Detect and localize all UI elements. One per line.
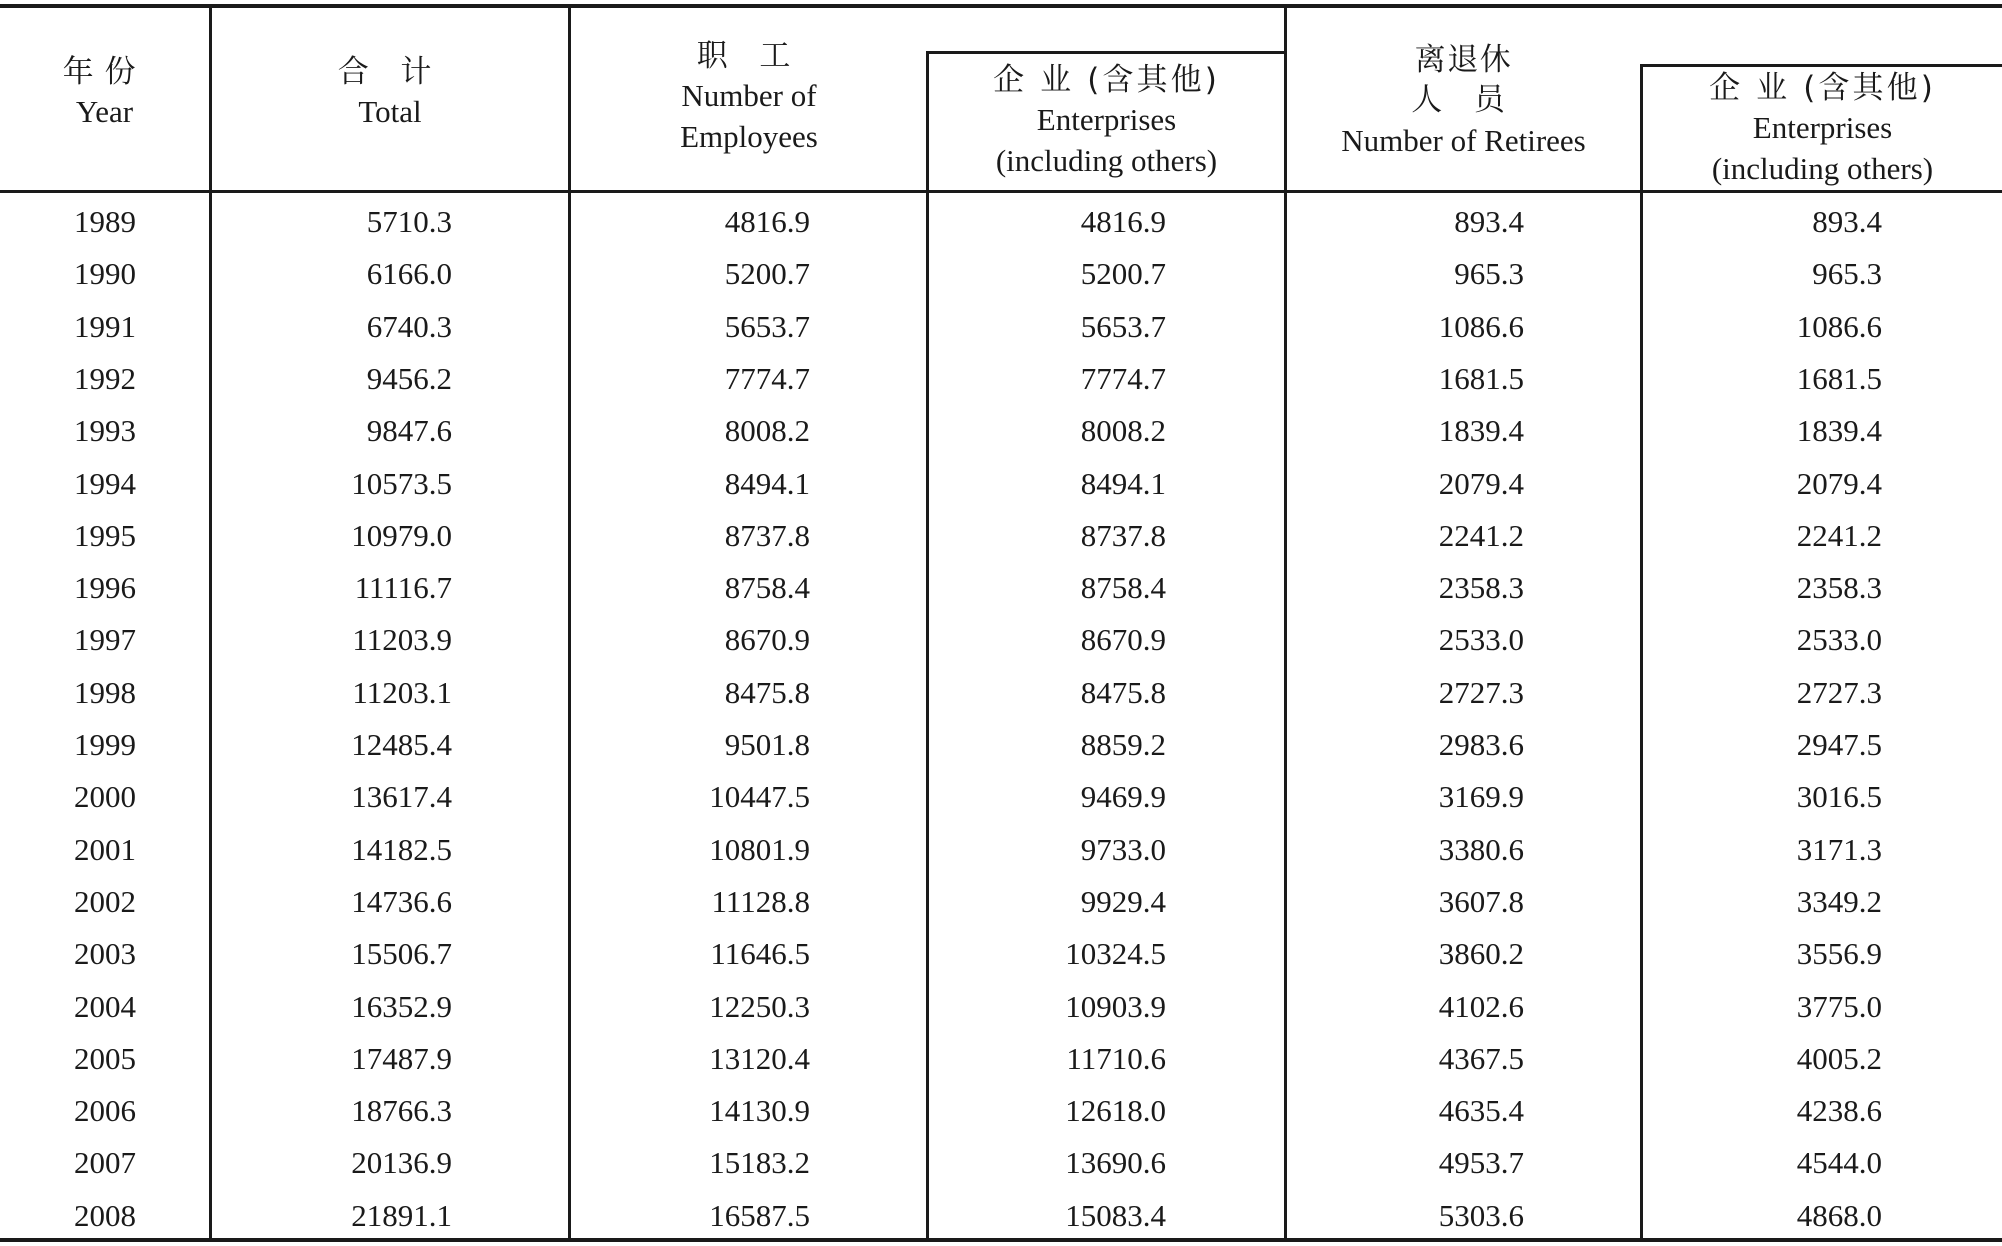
cell-year: 2005 — [74, 1040, 136, 1076]
cell-employees: 9501.8 — [724, 727, 810, 762]
cell-year: 2004 — [74, 988, 136, 1024]
cell-employees: 8494.1 — [724, 465, 810, 501]
cell-total: 15506.7 — [351, 936, 452, 972]
cell-retiree-enterprises: 2727.3 — [1796, 674, 1882, 710]
cell-employee-enterprises: 13690.6 — [1065, 1145, 1166, 1181]
cell-employee-enterprises: 8758.4 — [1080, 570, 1166, 606]
table-row — [0, 1033, 2002, 1085]
cell-employee-enterprises: 8670.9 — [1080, 622, 1166, 658]
table-row — [0, 928, 2002, 980]
cell-employees: 15183.2 — [709, 1145, 810, 1181]
cell-retiree-enterprises: 2533.0 — [1796, 622, 1882, 658]
cell-employees: 8758.4 — [724, 570, 810, 606]
cell-year: 2000 — [74, 779, 136, 815]
cell-total: 14736.6 — [351, 883, 452, 919]
cell-retirees: 2079.4 — [1438, 465, 1524, 501]
header-employee-enterprises-en1: Enterprises — [1036, 102, 1177, 138]
cell-employees: 16587.5 — [709, 1197, 810, 1233]
cell-employee-enterprises: 8475.8 — [1080, 674, 1166, 710]
cell-total: 13617.4 — [351, 779, 452, 815]
table-row — [0, 876, 2002, 928]
cell-year: 1996 — [74, 570, 136, 606]
cell-year: 1989 — [74, 204, 136, 239]
cell-retiree-enterprises: 2947.5 — [1796, 727, 1882, 762]
table-row — [0, 667, 2002, 719]
header-retirees-zh1: 离退休 — [1414, 42, 1513, 78]
cell-year: 1998 — [74, 674, 136, 710]
subheader-rule-retirees — [1642, 64, 2002, 67]
cell-employees: 8737.8 — [724, 517, 810, 553]
header-retiree-enterprises-en1: Enterprises — [1752, 110, 1893, 146]
cell-employees: 4816.9 — [724, 204, 810, 239]
cell-employee-enterprises: 9929.4 — [1080, 883, 1166, 919]
cell-total: 5710.3 — [366, 204, 452, 239]
cell-total: 9456.2 — [366, 360, 452, 396]
cell-employees: 5200.7 — [724, 256, 810, 292]
cell-total: 10573.5 — [351, 465, 452, 501]
table-row — [0, 458, 2002, 510]
cell-retiree-enterprises: 3349.2 — [1796, 883, 1882, 919]
cell-total: 10979.0 — [351, 517, 452, 553]
cell-total: 11203.1 — [352, 674, 452, 710]
cell-year: 2006 — [74, 1093, 136, 1129]
header-total-en: Total — [358, 94, 422, 130]
cell-employees: 11646.5 — [710, 936, 810, 972]
cell-year: 2002 — [74, 883, 136, 919]
cell-employees: 13120.4 — [709, 1040, 810, 1076]
cell-total: 11116.7 — [354, 570, 452, 606]
header-employee-enterprises-zh: 企 业 (含其他) — [993, 62, 1220, 98]
table-row — [0, 196, 2002, 248]
cell-employee-enterprises: 12618.0 — [1065, 1093, 1166, 1129]
table-row — [0, 771, 2002, 823]
cell-retirees: 2727.3 — [1438, 674, 1524, 710]
cell-retirees: 4635.4 — [1438, 1093, 1524, 1129]
cell-retiree-enterprises: 2241.2 — [1796, 517, 1882, 553]
cell-year: 2001 — [74, 831, 136, 867]
cell-retiree-enterprises: 3171.3 — [1796, 831, 1882, 867]
cell-year: 1999 — [74, 727, 136, 762]
header-employees — [571, 36, 927, 157]
cell-total: 6166.0 — [366, 256, 452, 292]
cell-employees: 14130.9 — [709, 1093, 810, 1129]
cell-year: 1991 — [74, 308, 136, 344]
cell-employees: 10801.9 — [709, 831, 810, 867]
cell-retirees: 4102.6 — [1438, 988, 1524, 1024]
cell-year: 1994 — [74, 465, 136, 501]
cell-retirees: 3169.9 — [1438, 779, 1524, 815]
cell-retirees: 1839.4 — [1438, 413, 1524, 449]
cell-employees: 8008.2 — [724, 413, 810, 449]
header-year — [0, 52, 209, 133]
table-row — [0, 614, 2002, 666]
cell-retirees: 3860.2 — [1438, 936, 1524, 972]
table-row — [0, 1190, 2002, 1242]
header-retirees-zh2: 人 员 — [1411, 82, 1516, 119]
cell-retirees: 1086.6 — [1438, 308, 1524, 344]
header-employees-zh: 职 工 — [696, 38, 802, 74]
cell-employees: 5653.7 — [724, 308, 810, 344]
cell-retirees: 2241.2 — [1438, 517, 1524, 553]
cell-retiree-enterprises: 1086.6 — [1796, 308, 1882, 344]
cell-total: 14182.5 — [351, 831, 452, 867]
header-total — [212, 52, 568, 133]
cell-retiree-enterprises: 3016.5 — [1796, 779, 1882, 815]
cell-retirees: 3380.6 — [1438, 831, 1524, 867]
cell-retiree-enterprises: 1839.4 — [1796, 413, 1882, 449]
cell-employee-enterprises: 8859.2 — [1080, 727, 1166, 762]
header-retirees — [1287, 40, 1640, 161]
cell-retiree-enterprises: 4868.0 — [1796, 1197, 1882, 1233]
header-employees-en1: Number of — [681, 78, 817, 114]
table-row — [0, 353, 2002, 405]
cell-employee-enterprises: 5653.7 — [1080, 308, 1166, 344]
cell-employees: 8670.9 — [724, 622, 810, 658]
table-top-rule — [0, 4, 2002, 8]
cell-total: 17487.9 — [351, 1040, 452, 1076]
cell-employee-enterprises: 7774.7 — [1080, 360, 1166, 396]
cell-total: 12485.4 — [351, 727, 452, 762]
cell-year: 2007 — [74, 1145, 136, 1181]
cell-total: 21891.1 — [351, 1197, 452, 1233]
cell-employees: 7774.7 — [724, 360, 810, 396]
header-retiree-enterprises — [1643, 68, 2002, 189]
cell-employees: 10447.5 — [709, 779, 810, 815]
cell-retirees: 5303.6 — [1438, 1197, 1524, 1233]
cell-retiree-enterprises: 4544.0 — [1796, 1145, 1882, 1181]
table-row — [0, 824, 2002, 876]
cell-retirees: 2358.3 — [1438, 570, 1524, 606]
cell-employee-enterprises: 4816.9 — [1080, 204, 1166, 239]
cell-retiree-enterprises: 2358.3 — [1796, 570, 1882, 606]
cell-year: 2003 — [74, 936, 136, 972]
cell-retirees: 965.3 — [1454, 256, 1524, 292]
header-retirees-en: Number of Retirees — [1341, 122, 1586, 158]
header-employee-enterprises-en2: (including others) — [995, 142, 1218, 178]
cell-employee-enterprises: 10903.9 — [1065, 988, 1166, 1024]
header-employees-en2: Employees — [680, 118, 818, 154]
cell-retirees: 2983.6 — [1438, 727, 1524, 762]
table-row — [0, 719, 2002, 771]
header-bottom-rule — [0, 190, 2002, 193]
cell-employee-enterprises: 8737.8 — [1080, 517, 1166, 553]
cell-retiree-enterprises: 965.3 — [1812, 256, 1882, 292]
cell-total: 16352.9 — [351, 988, 452, 1024]
cell-total: 20136.9 — [351, 1145, 452, 1181]
table-row — [0, 562, 2002, 614]
cell-employee-enterprises: 5200.7 — [1080, 256, 1166, 292]
table-row — [0, 981, 2002, 1033]
cell-employees: 8475.8 — [724, 674, 810, 710]
cell-retiree-enterprises: 3775.0 — [1796, 988, 1882, 1024]
header-retiree-enterprises-zh: 企 业 (含其他) — [1709, 70, 1936, 106]
cell-total: 6740.3 — [366, 308, 452, 344]
table-row — [0, 1137, 2002, 1189]
cell-retirees: 1681.5 — [1438, 360, 1524, 396]
cell-total: 18766.3 — [351, 1093, 452, 1129]
cell-retirees: 3607.8 — [1438, 883, 1524, 919]
cell-employee-enterprises: 15083.4 — [1065, 1197, 1166, 1233]
header-total-zh: 合 计 — [337, 54, 443, 90]
cell-employee-enterprises: 11710.6 — [1066, 1040, 1166, 1076]
cell-employee-enterprises: 9469.9 — [1080, 779, 1166, 815]
cell-retirees: 4953.7 — [1438, 1145, 1524, 1181]
header-year-zh: 年份 — [62, 54, 147, 90]
subheader-rule-employees — [928, 51, 1284, 54]
cell-retirees: 2533.0 — [1438, 622, 1524, 658]
cell-retiree-enterprises: 893.4 — [1812, 204, 1882, 239]
cell-year: 1992 — [74, 360, 136, 396]
table-row — [0, 405, 2002, 457]
cell-year: 1990 — [74, 256, 136, 292]
header-retiree-enterprises-en2: (including others) — [1711, 150, 1934, 186]
cell-retiree-enterprises: 3556.9 — [1796, 936, 1882, 972]
cell-retirees: 893.4 — [1454, 204, 1524, 239]
cell-retiree-enterprises: 2079.4 — [1796, 465, 1882, 501]
cell-employee-enterprises: 8494.1 — [1080, 465, 1166, 501]
header-employee-enterprises — [929, 60, 1284, 181]
cell-retiree-enterprises: 4005.2 — [1796, 1040, 1882, 1076]
cell-year: 2008 — [74, 1197, 136, 1233]
cell-year: 1997 — [74, 622, 136, 658]
cell-total: 11203.9 — [352, 622, 452, 658]
cell-employee-enterprises: 9733.0 — [1080, 831, 1166, 867]
table-row — [0, 301, 2002, 353]
cell-year: 1993 — [74, 413, 136, 449]
cell-employee-enterprises: 8008.2 — [1080, 413, 1166, 449]
cell-retiree-enterprises: 1681.5 — [1796, 360, 1882, 396]
cell-retirees: 4367.5 — [1438, 1040, 1524, 1076]
cell-retiree-enterprises: 4238.6 — [1796, 1093, 1882, 1129]
cell-year: 1995 — [74, 517, 136, 553]
table-row — [0, 248, 2002, 300]
cell-total: 9847.6 — [366, 413, 452, 449]
cell-employee-enterprises: 10324.5 — [1065, 936, 1166, 972]
cell-employees: 12250.3 — [709, 988, 810, 1024]
table-row — [0, 510, 2002, 562]
header-year-en: Year — [75, 94, 134, 130]
cell-employees: 11128.8 — [711, 883, 810, 919]
table-row — [0, 1085, 2002, 1137]
